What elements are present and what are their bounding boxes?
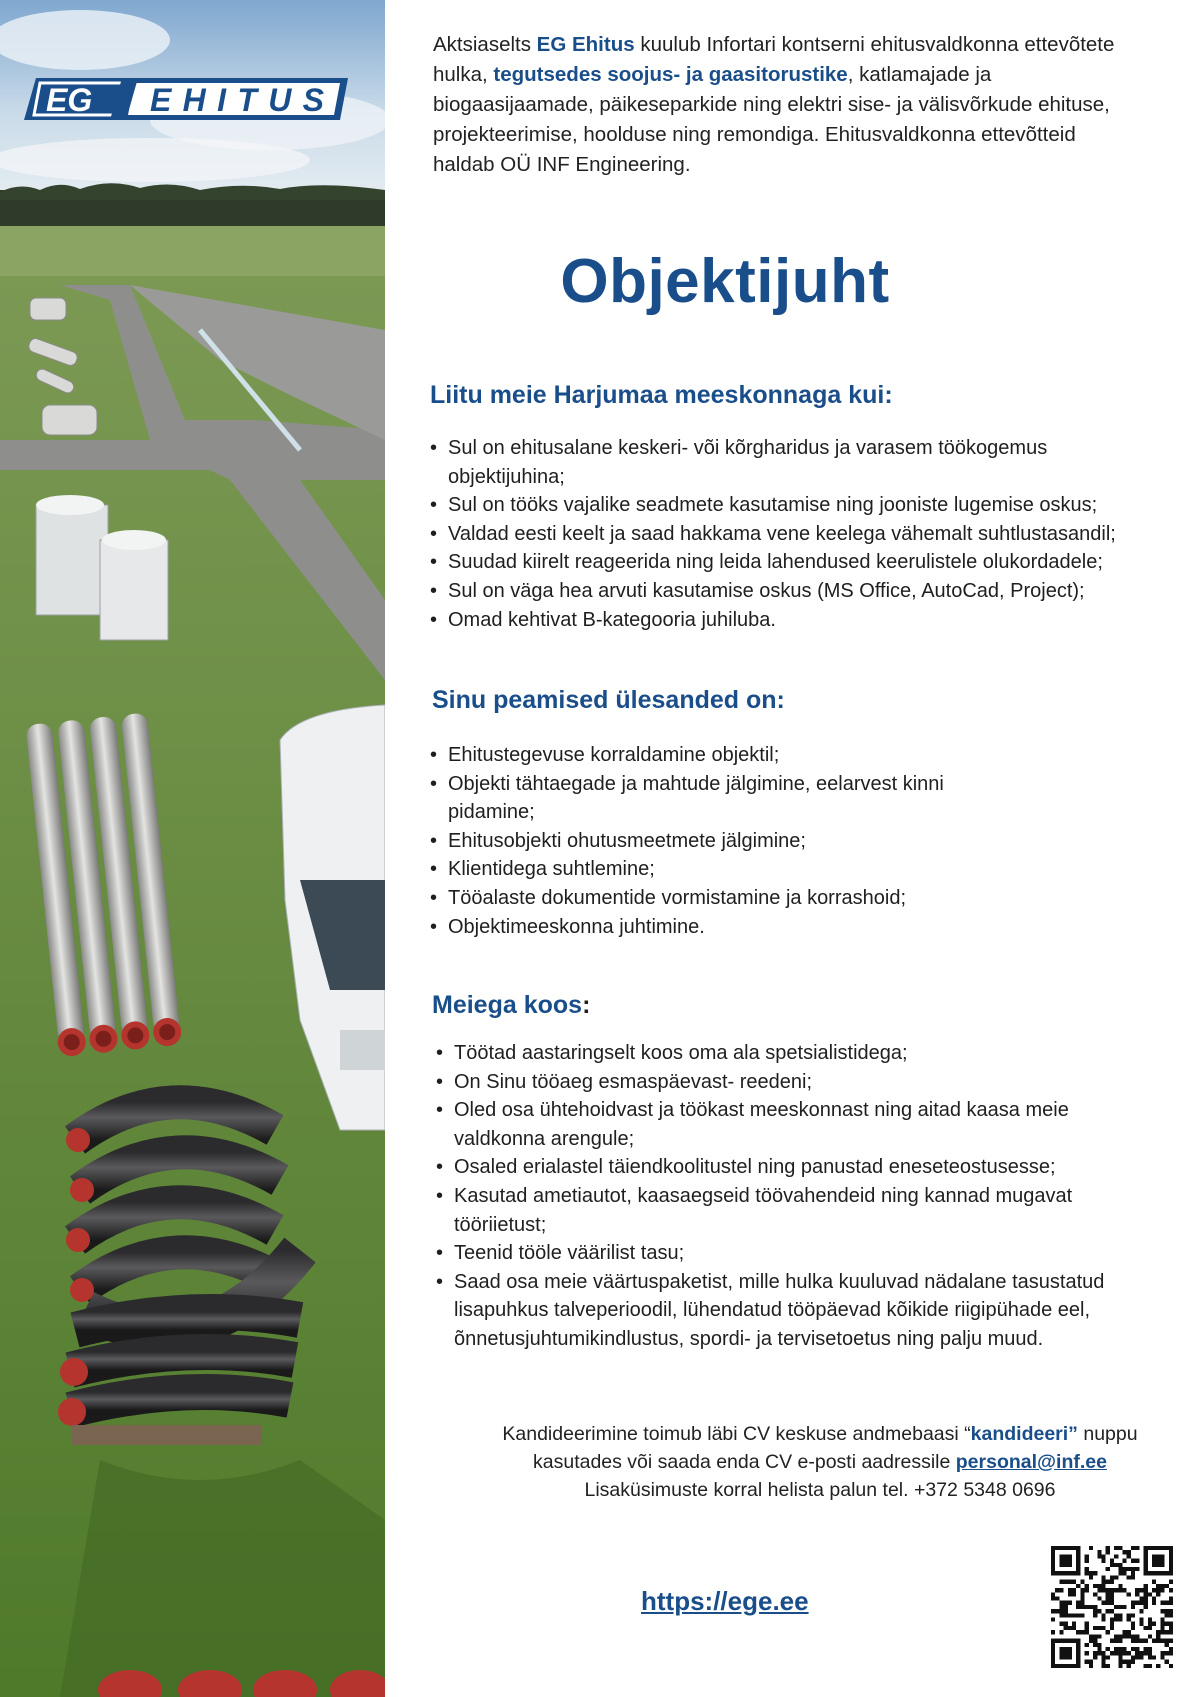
- list-item: • Ehitustegevuse korraldamine objektil;: [448, 741, 1008, 770]
- qr-code: [1051, 1546, 1173, 1668]
- list-item: • Kasutad ametiautot, kaasaegseid töövahendeid ning kannad mugavat tööriietust;: [454, 1182, 1124, 1239]
- list-item: • Suudad kiirelt reageerida ning leida lahendused keerulistele olukordadele;: [448, 548, 1168, 577]
- tasks-list: [448, 741, 1008, 941]
- job-title: Objektijuht: [560, 247, 890, 316]
- list-item: • Omad kehtivat B-kategooria juhiluba.: [448, 606, 1168, 635]
- list-item: • Objektimeeskonna juhtimine.: [448, 913, 1008, 942]
- eg-ehitus-logo: [22, 74, 352, 124]
- benefits-list: [454, 1039, 1134, 1354]
- list-item: • Saad osa meie väärtuspaketist, mille hulka kuuluvad nädalane tasustatud lisapuhkus talveperioodil, lühendatud tööpäevad kõikide riigipühade eel, õnnetusjuhtumikindlustus, spordi- ja tervisetoetus ning palju muud.: [454, 1268, 1124, 1354]
- list-item: • Tööalaste dokumentide vormistamine ja korrashoid;: [448, 884, 1008, 913]
- email-link[interactable]: personal@inf.ee: [955, 1451, 1107, 1473]
- list-item: • Ehitusobjekti ohutusmeetmete jälgimine;: [448, 827, 1008, 856]
- intro-highlight: tegutsedes soojus- ja gaasitorustike: [493, 63, 848, 86]
- list-item: • Sul on tööks vajalike seadmete kasutamise ning jooniste lugemise oskus;: [448, 491, 1168, 520]
- website-link[interactable]: https://ege.ee: [641, 1586, 809, 1616]
- list-item: • Valdad eesti keelt ja saad hakkama vene keelega vähemalt suhtlustasandil;: [448, 520, 1168, 549]
- logo-text-ehitus: EHITUS: [150, 82, 324, 118]
- list-item: • Sul on ehitusalane keskeri- või kõrgharidus ja varasem töökogemus objektijuhina;: [448, 434, 1108, 491]
- benefits-heading: Meiega koos:: [432, 991, 591, 1019]
- apply-button-reference: kandideeri”: [970, 1423, 1078, 1445]
- list-item: • Sul on väga hea arvuti kasutamise oskus (MS Office, AutoCad, Project);: [448, 577, 1168, 606]
- list-item: • Oled osa ühtehoidvast ja töökast meeskonnast ning aitad kaasa meie valdkonna arengule;: [454, 1096, 1124, 1153]
- requirements-heading: Liitu meie Harjumaa meeskonnaga kui:: [430, 381, 893, 409]
- list-item: • Klientidega suhtlemine;: [448, 855, 1008, 884]
- intro-paragraph: Aktsiaselts EG Ehitus kuulub Infortari kontserni ehitusvaldkonna ettevõtete hulka, tegutsedes soojus- ja gaasitorustike, katlamajade ja biogaasijaamade, päikeseparkide ning elektri sise- ja välisvõrkude ehituse, projekteerimise, hoolduse ning remondiga. Ehitusvaldkonna ettevõtteid haldab OÜ INF Engineering.: [433, 33, 1115, 176]
- list-item: • On Sinu tööaeg esmaspäevast- reedeni;: [454, 1068, 1134, 1097]
- application-info: Kandideerimine toimub läbi CV keskuse andmebaasi “kandideeri” nuppu kasutades või saada enda CV e-posti aadressile personal@inf.ee Lisaküsimuste korral helista palun tel. +372 5348 0696: [502, 1423, 1138, 1501]
- logo-text-eg: EG: [46, 82, 93, 118]
- tasks-heading: Sinu peamised ülesanded on:: [432, 686, 785, 714]
- list-item: • Teenid tööle väärilist tasu;: [454, 1239, 1134, 1268]
- list-item: • Osaled erialastel täiendkoolitustel ning panustad eneseteostusesse;: [454, 1153, 1134, 1182]
- company-name: EG Ehitus: [536, 33, 635, 56]
- phone-info: Lisaküsimuste korral helista palun tel. +372 5348 0696: [584, 1479, 1056, 1501]
- list-item: • Objekti tähtaegade ja mahtude jälgimine, eelarvest kinni pidamine;: [448, 770, 988, 827]
- requirements-list: [448, 434, 1168, 634]
- list-item: • Töötad aastaringselt koos oma ala spetsialistidega;: [454, 1039, 1134, 1068]
